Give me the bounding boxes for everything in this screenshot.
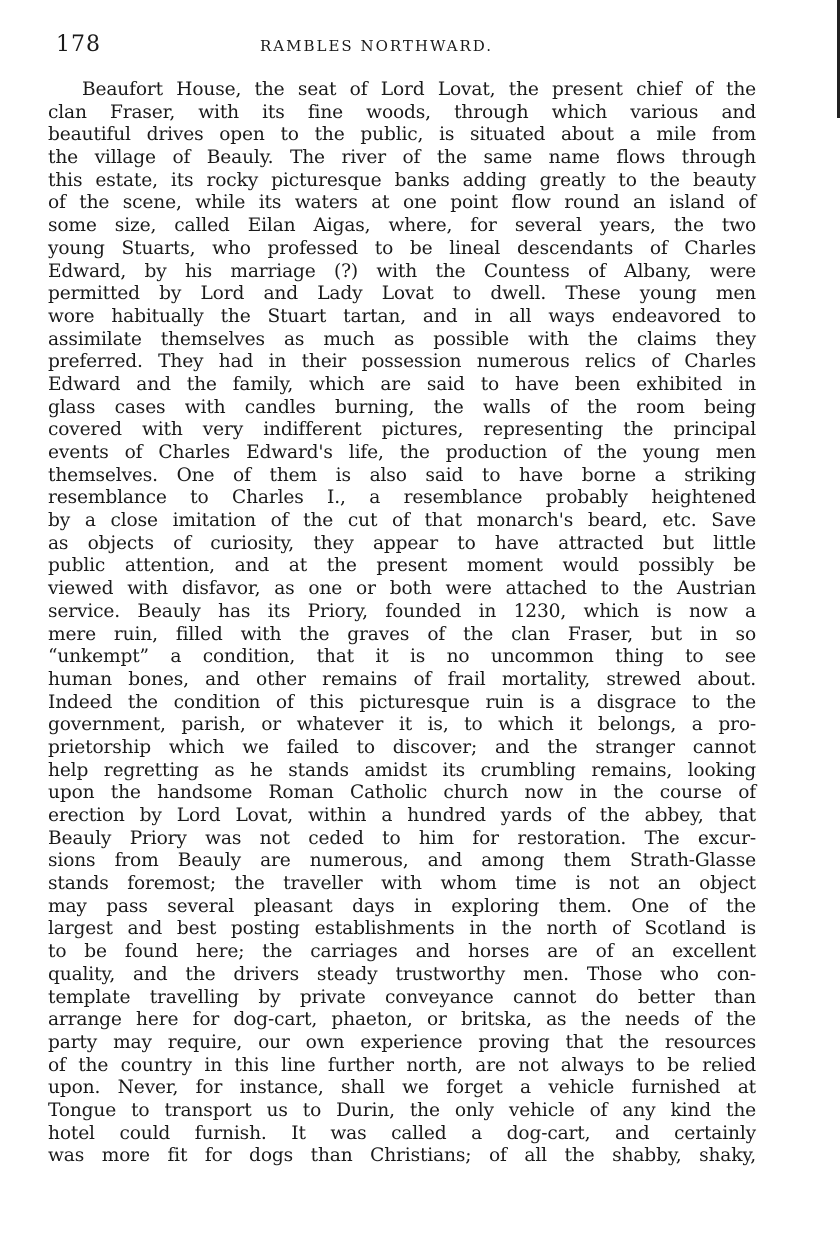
text-line: glass cases with candles burning, the walls of the room being xyxy=(48,396,756,418)
text-line: quality, and the drivers steady trustworthy men. Those who con- xyxy=(48,963,756,985)
text-line: to be found here; the carriages and horses are of an excellent xyxy=(48,941,756,963)
text-line: “unkempt” a condition, that it is no uncommon thing to see xyxy=(48,646,756,668)
text-line: human bones, and other remains of frail mortality, strewed about. xyxy=(48,668,756,690)
text-line: help regretting as he stands amidst its crumbling remains, looking xyxy=(48,759,756,781)
text-line: Edward and the family, which are said to have been exhibited in xyxy=(48,373,756,395)
text-line: this estate, its rocky picturesque banks adding greatly to the beauty xyxy=(48,169,756,191)
text-line: Edward, by his marriage (?) with the Countess of Albany, were xyxy=(48,260,756,282)
text-line: assimilate themselves as much as possible with the claims they xyxy=(48,328,756,350)
text-line: preferred. They had in their possession numerous relics of Charles xyxy=(48,351,756,373)
text-line: covered with very indifferent pictures, representing the principal xyxy=(48,419,756,441)
text-line: hotel could furnish. It was called a dog-cart, and certainly xyxy=(48,1122,756,1144)
text-line: the village of Beauly. The river of the same name flows through xyxy=(48,147,756,169)
text-line: largest and best posting establishments in the north of Scotland is xyxy=(48,918,756,940)
text-line: prietorship which we failed to discover; and the stranger cannot xyxy=(48,736,756,758)
text-line: of the country in this line further north, are not always to be relied xyxy=(48,1054,756,1076)
page-number: 178 xyxy=(56,32,101,57)
text-line: beautiful drives open to the public, is situated about a mile from xyxy=(48,124,756,146)
text-line: erection by Lord Lovat, within a hundred yards of the abbey, that xyxy=(48,805,756,826)
text-line: stands foremost; the traveller with whom time is not an object xyxy=(48,873,756,895)
text-line: government, parish, or whatever it is, to which it belongs, a pro- xyxy=(48,714,756,736)
text-line: as objects of curiosity, they appear to have attracted but little xyxy=(48,532,756,554)
text-line: upon the handsome Roman Catholic church now in the course of xyxy=(48,782,756,804)
text-line: permitted by Lord and Lady Lovat to dwell. These young men xyxy=(48,283,756,305)
text-line: upon. Never, for instance, shall we forget a vehicle furnished at xyxy=(48,1077,756,1099)
text-line: wore habitually the Stuart tartan, and in all ways endeavored to xyxy=(48,305,756,327)
text-line: Tongue to transport us to Durin, the only vehicle of any kind the xyxy=(48,1099,756,1121)
text-line: template travelling by private conveyance cannot do better than xyxy=(48,986,756,1008)
text-line: party may require, our own experience proving that the resources xyxy=(48,1031,756,1053)
text-line: events of Charles Edward's life, the production of the young men xyxy=(48,442,756,463)
text-line: clan Fraser, with its fine woods, through which various and xyxy=(48,101,756,123)
text-line: service. Beauly has its Priory, founded in 1230, which is now a xyxy=(48,600,756,622)
text-line: may pass several pleasant days in exploring them. One of the xyxy=(48,895,756,917)
text-line: Beaufort House, the seat of Lord Lovat, the present chief of the xyxy=(82,79,756,100)
text-line: viewed with disfavor, as one or both were attached to the Austrian xyxy=(48,578,756,600)
text-line: arrange here for dog-cart, phaeton, or britska, as the needs of the xyxy=(48,1009,756,1031)
text-line: public attention, and at the present moment would possibly be xyxy=(48,555,756,577)
text-line: by a close imitation of the cut of that monarch's beard, etc. Save xyxy=(48,510,756,532)
text-line: of the scene, while its waters at one point flow round an island of xyxy=(48,192,756,214)
text-line: resemblance to Charles I., a resemblance probably heightened xyxy=(48,487,756,509)
text-line: mere ruin, filled with the graves of the clan Fraser, but in so xyxy=(48,623,756,645)
body-paragraph xyxy=(48,79,756,1168)
text-line: Indeed the condition of this picturesque ruin is a disgrace to the xyxy=(48,691,756,713)
text-line: young Stuarts, who professed to be lineal descendants of Charles xyxy=(48,237,756,259)
running-title: RAMBLES NORTHWARD. xyxy=(260,37,494,55)
page-header xyxy=(56,32,756,62)
text-line: some size, called Eilan Aigas, where, for several years, the two xyxy=(48,215,756,237)
text-line: themselves. One of them is also said to have borne a striking xyxy=(48,464,756,486)
text-line: Beauly Priory was not ceded to him for restoration. The excur- xyxy=(48,827,756,849)
text-line: sions from Beauly are numerous, and among them Strath-Glasse xyxy=(48,850,756,872)
text-line: was more fit for dogs than Christians; of all the shabby, shaky, xyxy=(48,1145,756,1167)
